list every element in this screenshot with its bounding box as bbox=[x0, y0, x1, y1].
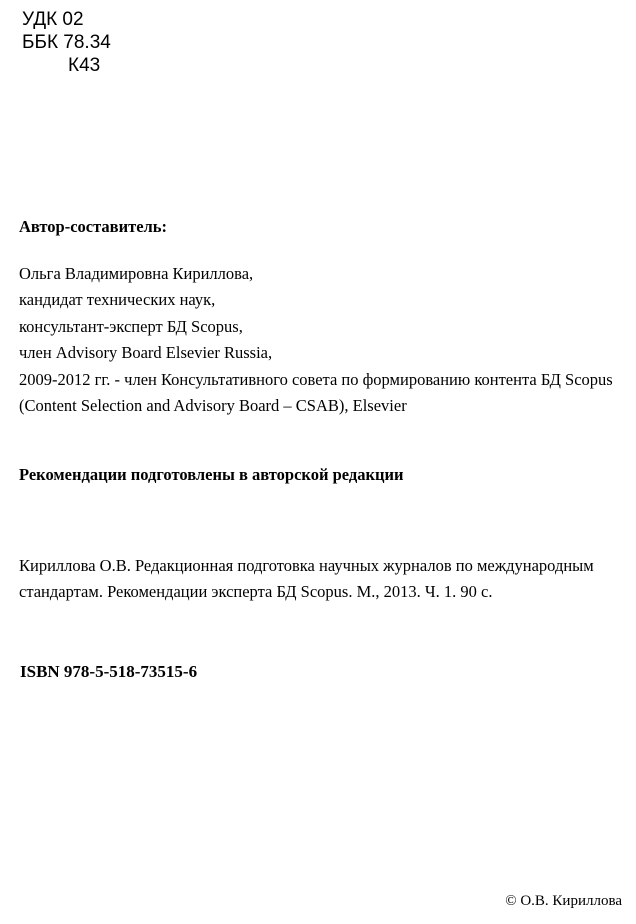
author-board: член Advisory Board Elsevier Russia, bbox=[19, 343, 273, 363]
edition-note: Рекомендации подготовлены в авторской редакции bbox=[19, 465, 404, 484]
copyright: © О.В. Кириллова bbox=[505, 893, 622, 909]
author-degree: кандидат технических наук, bbox=[19, 290, 216, 310]
author-position: консультант-эксперт БД Scopus, bbox=[19, 316, 243, 336]
udk-code: УДК 02 bbox=[22, 9, 84, 30]
author-info bbox=[19, 261, 622, 419]
classification-codes bbox=[22, 8, 111, 77]
author-csab: 2009-2012 гг. - член Консультативного совета по формированию контента БД Scopus (Content Selection and Advisory Board – CSAB), Elsevier bbox=[19, 369, 613, 416]
author-heading: Автор-составитель: bbox=[19, 217, 168, 236]
bibliographic-citation: Кириллова О.В. Редакционная подготовка научных журналов по международным стандартам. Рекомендации эксперта БД Scopus. М., 2013. Ч. 1. 90 с. bbox=[19, 556, 594, 602]
isbn: ISBN 978-5-518-73515-6 bbox=[20, 662, 198, 681]
bbk-code: ББК 78.34 bbox=[22, 32, 111, 53]
author-mark: К43 bbox=[68, 55, 101, 76]
author-name: Ольга Владимировна Кириллова, bbox=[19, 264, 254, 283]
